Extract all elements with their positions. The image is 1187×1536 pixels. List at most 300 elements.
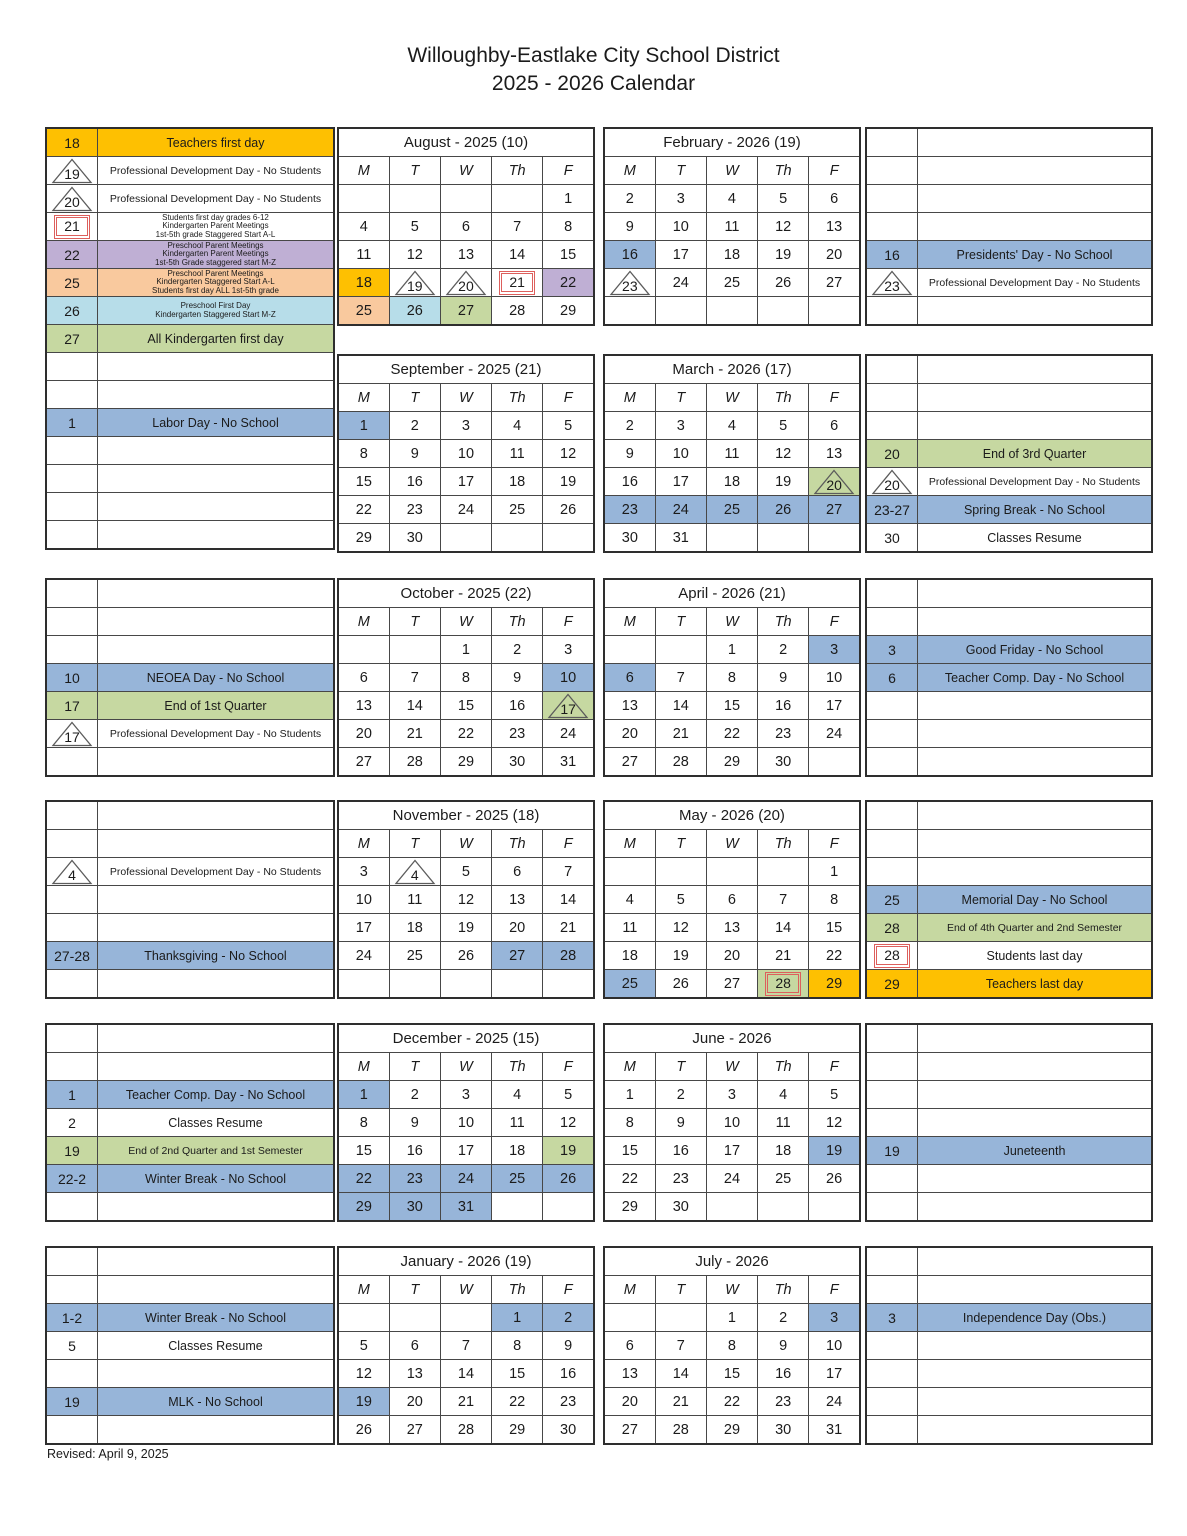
event-date-cell: 1-2: [46, 1304, 98, 1332]
day-cell: 8: [492, 1332, 543, 1360]
day-cell: 15: [706, 1360, 757, 1388]
event-date-cell: [46, 381, 98, 409]
day-cell: 26: [809, 1165, 860, 1193]
day-cell: 23: [543, 1388, 594, 1416]
week-row: [338, 496, 594, 524]
day-cell: [706, 858, 757, 886]
day-cell: 29: [492, 1416, 543, 1445]
event-date-cell: [866, 801, 918, 830]
left-events-column: [45, 578, 335, 777]
day-cell: [809, 524, 860, 553]
event-desc-cell: [98, 521, 335, 550]
day-cell: 19: [543, 468, 594, 496]
weekday-header: W: [440, 384, 491, 412]
day-cell: 15: [809, 914, 860, 942]
day-cell: 22: [338, 1165, 389, 1193]
month-table-march-2026: [603, 354, 861, 553]
event-date-cell: [866, 1360, 918, 1388]
day-cell: 12: [389, 241, 440, 269]
event-date-cell: [46, 1024, 98, 1053]
day-cell: 29: [440, 748, 491, 777]
week-row: [338, 720, 594, 748]
week-row: [338, 297, 594, 326]
event-row: [866, 608, 1152, 636]
day-cell: 16: [655, 1137, 706, 1165]
event-date-cell: 26: [46, 297, 98, 325]
weekday-header-row: [338, 1276, 594, 1304]
event-desc-cell: [98, 914, 335, 942]
day-cell: 23: [758, 720, 809, 748]
event-date-cell: 27: [46, 325, 98, 353]
week-row: [604, 664, 860, 692]
red-box-marker: [765, 972, 802, 996]
weekday-header: M: [604, 157, 655, 185]
event-desc-cell: [98, 1360, 335, 1388]
day-cell: 16: [604, 241, 655, 269]
day-cell: 29: [809, 970, 860, 999]
day-cell: 16: [604, 468, 655, 496]
week-row: [604, 748, 860, 777]
day-cell: 10: [655, 440, 706, 468]
event-row: [46, 381, 334, 409]
day-cell: 10: [440, 440, 491, 468]
month-title: April - 2026 (21): [604, 579, 860, 608]
day-cell: [809, 297, 860, 326]
day-cell: 25: [604, 970, 655, 999]
event-date-cell: [866, 355, 918, 384]
weekday-header: W: [706, 830, 757, 858]
day-cell: 7: [492, 213, 543, 241]
event-date-cell: [46, 465, 98, 493]
event-desc-cell: [98, 297, 335, 325]
event-date-cell: 1: [46, 409, 98, 437]
day-cell: 13: [809, 213, 860, 241]
day-number: 20: [826, 477, 842, 493]
event-desc-cell: [918, 608, 1153, 636]
day-cell: 11: [338, 241, 389, 269]
event-desc-cell: [918, 1360, 1153, 1388]
event-row: [46, 465, 334, 493]
day-cell: 6: [492, 858, 543, 886]
event-desc-cell: Professional Development Day - No Students: [98, 720, 335, 748]
week-row: [338, 468, 594, 496]
day-cell: 31: [543, 748, 594, 777]
event-date-cell: 10: [46, 664, 98, 692]
weekday-header: T: [655, 384, 706, 412]
day-cell: 17: [440, 468, 491, 496]
day-cell: 4: [706, 185, 757, 213]
weekday-header: F: [809, 157, 860, 185]
weekday-header: F: [809, 830, 860, 858]
event-desc-cell: Classes Resume: [98, 1109, 335, 1137]
event-date-cell: [866, 858, 918, 886]
day-cell: 8: [440, 664, 491, 692]
triangle-marker: [871, 270, 913, 296]
day-cell: 6: [809, 185, 860, 213]
event-row: [46, 608, 334, 636]
event-date-cell: 22-2: [46, 1165, 98, 1193]
weekday-header-row: [604, 157, 860, 185]
event-date-cell: 16: [866, 241, 918, 269]
day-cell: 11: [758, 1109, 809, 1137]
day-cell: [440, 970, 491, 999]
event-row: [46, 409, 334, 437]
day-cell: 19: [809, 1137, 860, 1165]
event-desc-cell: End of 4th Quarter and 2nd Semester: [918, 914, 1153, 942]
week-row: [604, 692, 860, 720]
event-desc-cell: Professional Development Day - No Students: [918, 269, 1153, 297]
day-cell: [655, 297, 706, 326]
month-table-may-2026: [603, 800, 861, 999]
day-cell: [706, 1193, 757, 1222]
weekday-header: Th: [492, 157, 543, 185]
event-row: [46, 1137, 334, 1165]
day-cell: [338, 970, 389, 999]
event-desc-cell: [98, 1416, 335, 1445]
day-cell: 11: [706, 213, 757, 241]
week-row: [338, 886, 594, 914]
day-cell: 19: [338, 1388, 389, 1416]
event-date-cell: [866, 1053, 918, 1081]
event-row: [866, 468, 1152, 496]
day-cell: 12: [809, 1109, 860, 1137]
month-table-april-2026: [603, 578, 861, 777]
day-cell: 2: [389, 412, 440, 440]
day-cell: 17: [440, 1137, 491, 1165]
event-desc-line: 1st-5th grade Staggered Start A-L: [155, 229, 276, 239]
event-desc-cell: [918, 384, 1153, 412]
day-cell: 22: [543, 269, 594, 297]
triangle-marker: [547, 693, 589, 719]
day-number: 17: [560, 701, 576, 717]
day-cell: 31: [655, 524, 706, 553]
day-cell: 24: [338, 942, 389, 970]
week-row: [338, 269, 594, 297]
day-cell: 24: [809, 1388, 860, 1416]
day-cell: 20: [604, 1388, 655, 1416]
day-cell: 24: [655, 496, 706, 524]
event-table: [45, 1246, 335, 1445]
week-row: [604, 1165, 860, 1193]
day-cell: 27: [706, 970, 757, 999]
day-cell: 22: [440, 720, 491, 748]
month-title: July - 2026: [604, 1247, 860, 1276]
triangle-marker: [871, 469, 913, 495]
day-cell: 23: [389, 1165, 440, 1193]
weekday-header: M: [338, 608, 389, 636]
weekday-header: F: [543, 1276, 594, 1304]
day-cell: 2: [604, 185, 655, 213]
weekday-header-row: [604, 608, 860, 636]
week-row: [338, 213, 594, 241]
day-cell: [492, 269, 543, 297]
event-row: [46, 801, 334, 830]
calendar-group-4: [45, 1023, 1153, 1222]
event-desc-line: Kindergarten Staggered Start A-L: [156, 277, 275, 287]
day-cell: 2: [604, 412, 655, 440]
day-cell: 24: [440, 496, 491, 524]
event-date-cell: 23-27: [866, 496, 918, 524]
weekday-header: F: [543, 1053, 594, 1081]
day-cell: 13: [604, 1360, 655, 1388]
event-desc-line: Students first day grades 6-12: [162, 212, 269, 222]
red-box-marker: [54, 215, 91, 239]
event-date-cell: [46, 579, 98, 608]
day-cell: [758, 1193, 809, 1222]
day-cell: 22: [338, 496, 389, 524]
event-desc-cell: [918, 748, 1153, 777]
event-desc-cell: [918, 157, 1153, 185]
week-row: [338, 636, 594, 664]
day-cell: 28: [389, 748, 440, 777]
day-cell: 26: [758, 496, 809, 524]
event-desc-cell: End of 3rd Quarter: [918, 440, 1153, 468]
event-row: [866, 1165, 1152, 1193]
event-row: [46, 1081, 334, 1109]
day-cell: 1: [338, 412, 389, 440]
day-cell: [389, 970, 440, 999]
event-date-cell: [46, 886, 98, 914]
day-cell: 1: [338, 1081, 389, 1109]
month-title-row: [338, 579, 594, 608]
day-cell: 27: [338, 748, 389, 777]
calendar-group-5: [45, 1246, 1153, 1445]
week-row: [604, 496, 860, 524]
week-row: [338, 1332, 594, 1360]
day-cell: 20: [389, 1388, 440, 1416]
event-row: [866, 1304, 1152, 1332]
week-row: [604, 636, 860, 664]
event-date-cell: 18: [46, 128, 98, 157]
day-cell: 19: [758, 241, 809, 269]
day-cell: 19: [758, 468, 809, 496]
day-cell: 31: [440, 1193, 491, 1222]
event-desc-cell: Juneteenth: [918, 1137, 1153, 1165]
event-row: [46, 692, 334, 720]
day-cell: 18: [706, 241, 757, 269]
day-cell: 28: [655, 1416, 706, 1445]
event-desc-cell: Thanksgiving - No School: [98, 942, 335, 970]
event-row: [46, 579, 334, 608]
day-cell: 19: [543, 1137, 594, 1165]
day-cell: 29: [543, 297, 594, 326]
event-desc-cell: [98, 830, 335, 858]
day-cell: 23: [492, 720, 543, 748]
event-desc-cell: [918, 1332, 1153, 1360]
weekday-header: W: [706, 1053, 757, 1081]
event-date-cell: 17: [46, 692, 98, 720]
event-date-cell: 22: [46, 241, 98, 269]
day-cell: 17: [809, 1360, 860, 1388]
day-cell: 7: [758, 886, 809, 914]
event-desc-cell: [98, 801, 335, 830]
event-desc-cell: Teacher Comp. Day - No School: [918, 664, 1153, 692]
event-desc-cell: [98, 748, 335, 777]
day-cell: [338, 636, 389, 664]
triangle-marker: [51, 859, 93, 885]
day-cell: 29: [706, 1416, 757, 1445]
day-number: 28: [767, 974, 799, 993]
day-cell: 29: [338, 524, 389, 553]
day-cell: 6: [809, 412, 860, 440]
event-date-cell: [866, 412, 918, 440]
event-desc-cell: Teacher Comp. Day - No School: [98, 1081, 335, 1109]
event-row: [866, 412, 1152, 440]
day-cell: 13: [706, 914, 757, 942]
event-date-cell: [866, 1276, 918, 1304]
weekday-header: Th: [758, 384, 809, 412]
day-cell: 1: [492, 1304, 543, 1332]
event-row: [46, 1388, 334, 1416]
day-number: 20: [458, 278, 474, 294]
event-row: [46, 664, 334, 692]
weekday-header: M: [338, 384, 389, 412]
event-desc-cell: [98, 1193, 335, 1222]
day-cell: 8: [706, 1332, 757, 1360]
event-desc-line: Preschool First Day: [180, 300, 251, 310]
day-number: 23: [622, 278, 638, 294]
red-box-marker: [499, 271, 536, 295]
weekday-header-row: [338, 384, 594, 412]
day-cell: 23: [604, 496, 655, 524]
event-desc-cell: [918, 830, 1153, 858]
event-row: [46, 157, 334, 185]
day-cell: 14: [655, 692, 706, 720]
event-desc-cell: Professional Development Day - No Students: [918, 468, 1153, 496]
event-table: [865, 1023, 1153, 1222]
day-cell: 25: [706, 269, 757, 297]
event-desc-line: Kindergarten Staggered Start M-Z: [155, 309, 276, 319]
event-row: [866, 241, 1152, 269]
event-desc-cell: Classes Resume: [918, 524, 1153, 553]
weekday-header: Th: [492, 384, 543, 412]
week-row: [338, 185, 594, 213]
week-row: [604, 241, 860, 269]
weekday-header-row: [338, 608, 594, 636]
event-desc-cell: [918, 213, 1153, 241]
day-cell: 21: [389, 720, 440, 748]
month-title: August - 2025 (10): [338, 128, 594, 157]
event-table: [865, 127, 1153, 326]
day-cell: [389, 185, 440, 213]
day-cell: 14: [543, 886, 594, 914]
month-table-january-2026: [337, 1246, 595, 1445]
day-cell: 22: [706, 720, 757, 748]
day-cell: 19: [655, 942, 706, 970]
day-cell: 12: [543, 440, 594, 468]
week-row: [604, 468, 860, 496]
event-desc-line: Preschool Parent Meetings: [167, 268, 264, 278]
event-desc-cell: [918, 801, 1153, 830]
day-cell: 26: [543, 496, 594, 524]
day-number: 4: [410, 867, 419, 883]
day-cell: 28: [440, 1416, 491, 1445]
middle-months-column: [337, 127, 595, 553]
event-row: [866, 157, 1152, 185]
revised-date: Revised: April 9, 2025: [47, 1447, 169, 1461]
event-desc-cell: Independence Day (Obs.): [918, 1304, 1153, 1332]
day-cell: 17: [706, 1137, 757, 1165]
event-desc-cell: Professional Development Day - No Students: [98, 858, 335, 886]
event-date-cell: 25: [866, 886, 918, 914]
day-number: 21: [501, 273, 533, 292]
event-date-cell: 5: [46, 1332, 98, 1360]
event-desc-cell: MLK - No School: [98, 1388, 335, 1416]
event-row: [866, 692, 1152, 720]
triangle-marker: [394, 859, 436, 885]
day-cell: 22: [706, 1388, 757, 1416]
event-row: [46, 858, 334, 886]
triangle-marker: [813, 469, 855, 495]
weekday-header: M: [604, 1053, 655, 1081]
day-cell: 27: [604, 1416, 655, 1445]
weekday-header: Th: [492, 608, 543, 636]
day-cell: 5: [758, 185, 809, 213]
event-desc-line: Preschool Parent Meetings: [167, 240, 264, 250]
event-desc-cell: [98, 970, 335, 999]
event-row: [866, 185, 1152, 213]
left-events-column: [45, 1246, 335, 1445]
event-desc-cell: [918, 355, 1153, 384]
event-desc-cell: Good Friday - No School: [918, 636, 1153, 664]
event-date-cell: [46, 157, 98, 185]
day-cell: 14: [655, 1360, 706, 1388]
day-cell: 30: [758, 748, 809, 777]
day-cell: 2: [758, 1304, 809, 1332]
day-cell: 24: [655, 269, 706, 297]
event-date-cell: [46, 914, 98, 942]
day-cell: 17: [655, 468, 706, 496]
day-cell: 2: [655, 1081, 706, 1109]
day-cell: 10: [809, 664, 860, 692]
event-date-cell: [46, 353, 98, 381]
day-cell: 22: [809, 942, 860, 970]
event-date-cell: 2: [46, 1109, 98, 1137]
day-cell: 3: [338, 858, 389, 886]
event-row: [866, 1276, 1152, 1304]
event-date-cell: 27-28: [46, 942, 98, 970]
weekday-header: Th: [758, 157, 809, 185]
event-desc-cell: Spring Break - No School: [918, 496, 1153, 524]
day-cell: 12: [758, 213, 809, 241]
day-cell: [758, 858, 809, 886]
week-row: [604, 942, 860, 970]
day-cell: 24: [440, 1165, 491, 1193]
event-desc-cell: [98, 1247, 335, 1276]
weekday-header: F: [543, 830, 594, 858]
event-row: [46, 1193, 334, 1222]
day-cell: 27: [492, 942, 543, 970]
day-cell: 13: [389, 1360, 440, 1388]
weekday-header: W: [440, 1276, 491, 1304]
event-row: [866, 664, 1152, 692]
day-cell: 10: [338, 886, 389, 914]
day-cell: 25: [492, 496, 543, 524]
event-row: [866, 720, 1152, 748]
day-cell: [604, 1304, 655, 1332]
day-cell: 7: [389, 664, 440, 692]
month-title-row: [604, 128, 860, 157]
week-row: [338, 664, 594, 692]
event-desc-cell: [98, 1053, 335, 1081]
event-desc-cell: [918, 1024, 1153, 1053]
event-row: [46, 1360, 334, 1388]
event-row: [866, 524, 1152, 553]
event-desc-cell: Memorial Day - No School: [918, 886, 1153, 914]
day-cell: [543, 692, 594, 720]
day-cell: 30: [389, 524, 440, 553]
day-cell: 26: [389, 297, 440, 326]
